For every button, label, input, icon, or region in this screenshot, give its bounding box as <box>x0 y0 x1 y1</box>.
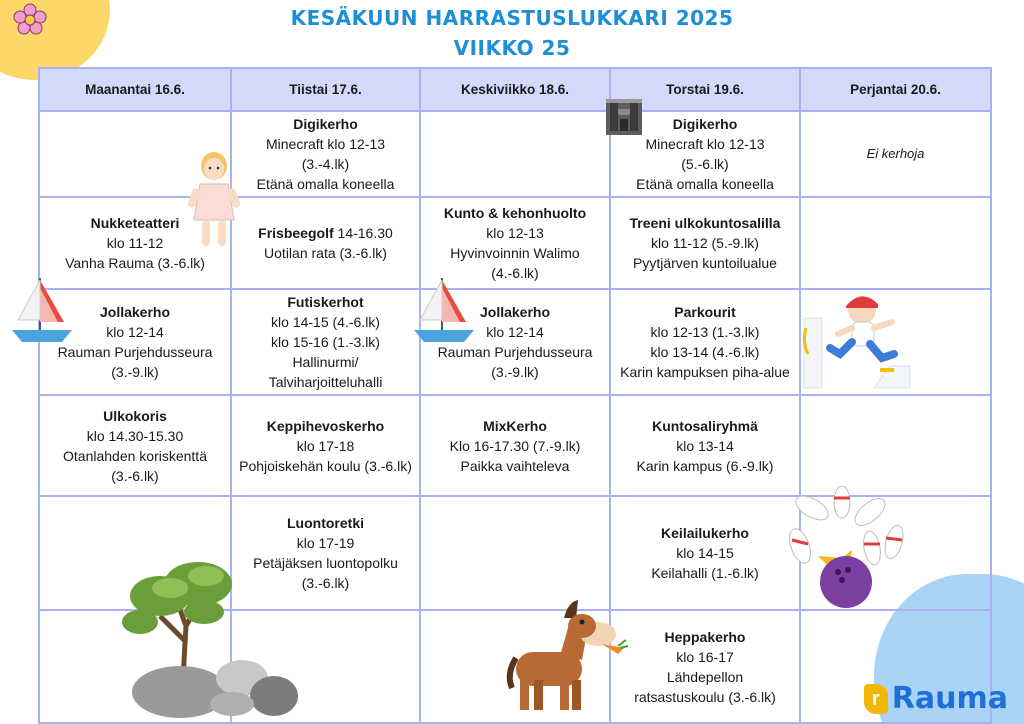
activity-detail: (5.-6.lk) <box>681 156 729 172</box>
activity-title-line <box>232 223 419 243</box>
activity-title: Keppihevoskerho <box>266 417 385 434</box>
no-clubs-note: Ei kerhoja <box>866 146 925 161</box>
activity-detail: (3.-6.lk) <box>301 575 350 591</box>
activity-title: Parkourit <box>674 304 736 320</box>
activity-title: Digikerho <box>672 116 738 132</box>
activity-title: Futiskerhot <box>287 294 364 310</box>
activity-detail: klo 12-14 <box>486 324 544 340</box>
activity-detail: Petäjäksen luontopolku <box>253 555 398 571</box>
activity-detail: Hallinurmi/ <box>292 354 359 370</box>
empty-cell <box>420 496 610 610</box>
activity-title: Luontoretki <box>287 515 364 531</box>
activity-cell <box>800 111 991 197</box>
activity-detail: klo 17-18 <box>296 437 355 454</box>
activity-title: Ulkokoris <box>103 407 167 424</box>
activity-detail: Otanlahden koriskenttä <box>63 447 207 464</box>
page-title: KESÄKUUN HARRASTUSLUKKARI 2025 <box>290 6 734 30</box>
activity-detail: (3.-6.lk) <box>111 467 159 484</box>
activity-title: Jollakerho <box>479 304 551 320</box>
activity-detail: Talviharjoitteluhalli <box>268 374 383 390</box>
activity-cell <box>610 197 800 289</box>
activity-detail: klo 13-14 (4.-6.lk) <box>650 344 760 360</box>
activity-detail: klo 11-12 <box>106 235 164 251</box>
activity-cell <box>610 395 800 496</box>
activity-detail: Etänä omalla koneella <box>256 176 395 192</box>
activity-detail: (3.-9.lk) <box>491 364 539 380</box>
bowling-icon <box>782 486 912 614</box>
activity-detail: klo 16-17 <box>676 648 734 665</box>
activity-detail: klo 14-15 (4.-6.lk) <box>271 314 380 330</box>
activity-cell <box>39 395 231 496</box>
activity-title: Nukketeatteri <box>90 215 180 231</box>
empty-cell <box>800 395 991 496</box>
activity-detail: klo 14.30-15.30 <box>86 427 184 444</box>
activity-detail: Pyytjärven kuntoilualue <box>633 255 777 271</box>
day-header: Tiistai 17.6. <box>231 68 420 111</box>
activity-detail: (3.-4.lk) <box>301 156 350 172</box>
activity-title: Kuntosaliryhmä <box>652 417 758 434</box>
activity-title: MixKerho <box>483 417 547 434</box>
activity-title: Digikerho <box>293 116 358 132</box>
activity-cell <box>231 289 420 395</box>
sailboat-icon <box>10 274 74 346</box>
page-subtitle: VIIKKO 25 <box>453 36 571 60</box>
horse-icon <box>506 594 630 718</box>
activity-cell <box>610 496 800 610</box>
activity-detail: klo 11-12 (5.-9.lk) <box>651 235 759 251</box>
doll-icon <box>188 150 240 250</box>
activity-detail: Keilahalli (1.-6.lk) <box>651 565 759 581</box>
activity-detail: Minecraft klo 12-13 <box>645 136 765 152</box>
activity-detail: Karin kampus (6.-9.lk) <box>636 457 774 474</box>
activity-title: Jollakerho <box>99 304 171 320</box>
activity-cell <box>610 610 800 723</box>
activity-title: Heppakerho <box>664 628 746 645</box>
activity-detail: Pohjoiskehän koulu (3.-6.lk) <box>239 457 412 474</box>
empty-cell <box>420 111 610 197</box>
activity-detail: Rauman Purjehdusseura <box>57 344 213 360</box>
activity-detail: (3.-9.lk) <box>111 364 159 380</box>
day-header: Perjantai 20.6. <box>800 68 991 111</box>
rauma-logo-mark: r <box>864 684 888 714</box>
activity-cell <box>231 111 420 197</box>
activity-detail: klo 15-16 (1.-3.lk) <box>271 334 380 350</box>
activity-detail: ratsastuskoulu (3.-6.lk) <box>634 688 776 705</box>
activity-title: Frisbeegolf <box>258 225 334 241</box>
schedule-row <box>39 111 991 197</box>
activity-detail: klo 12-13 <box>486 225 544 241</box>
parkour-kid-icon <box>800 288 916 392</box>
activity-time: 14-16.30 <box>333 225 393 241</box>
activity-detail: (4.-6.lk) <box>491 265 539 281</box>
rauma-logo-text: Rauma <box>891 681 1008 716</box>
activity-detail: Hyvinvoinnin Walimo <box>450 245 580 261</box>
activity-title: Kunto & kehonhuolto <box>443 205 587 221</box>
activity-detail: Vanha Rauma (3.-6.lk) <box>65 255 205 271</box>
activity-title: Keilailukerho <box>661 525 749 541</box>
day-header: Keskiviikko 18.6. <box>420 68 610 111</box>
empty-cell <box>800 197 991 289</box>
activity-detail: Karin kampuksen piha-alue <box>620 364 790 380</box>
schedule-row <box>39 197 991 289</box>
activity-detail: klo 12-14 <box>106 324 164 340</box>
activity-cell <box>610 289 800 395</box>
sailboat-icon <box>412 274 476 346</box>
day-header-row <box>39 68 991 111</box>
activity-detail: Paikka vaihteleva <box>460 457 570 474</box>
tree-rocks-icon <box>120 556 310 722</box>
activity-cell <box>231 395 420 496</box>
activity-detail: klo 14-15 <box>676 545 734 561</box>
activity-cell <box>420 395 610 496</box>
activity-detail: Lähdepellon <box>666 668 744 685</box>
activity-detail: Minecraft klo 12-13 <box>265 136 386 152</box>
activity-detail: Etänä omalla koneella <box>636 176 774 192</box>
rauma-logo <box>864 681 1008 716</box>
activity-title: Treeni ulkokuntosalilla <box>629 215 781 231</box>
activity-cell <box>231 197 420 289</box>
activity-detail: Uotilan rata (3.-6.lk) <box>264 245 387 261</box>
day-header: Maanantai 16.6. <box>39 68 231 111</box>
day-header: Torstai 19.6. <box>610 68 800 111</box>
activity-detail: Klo 16-17.30 (7.-9.lk) <box>449 437 581 454</box>
activity-detail: Rauman Purjehdusseura <box>437 344 593 360</box>
activity-detail: klo 17-19 <box>296 535 355 551</box>
minecraft-icon <box>604 97 644 137</box>
activity-detail: klo 13-14 <box>676 437 734 454</box>
activity-detail: klo 12-13 (1.-3.lk) <box>650 324 760 340</box>
schedule-row <box>39 395 991 496</box>
